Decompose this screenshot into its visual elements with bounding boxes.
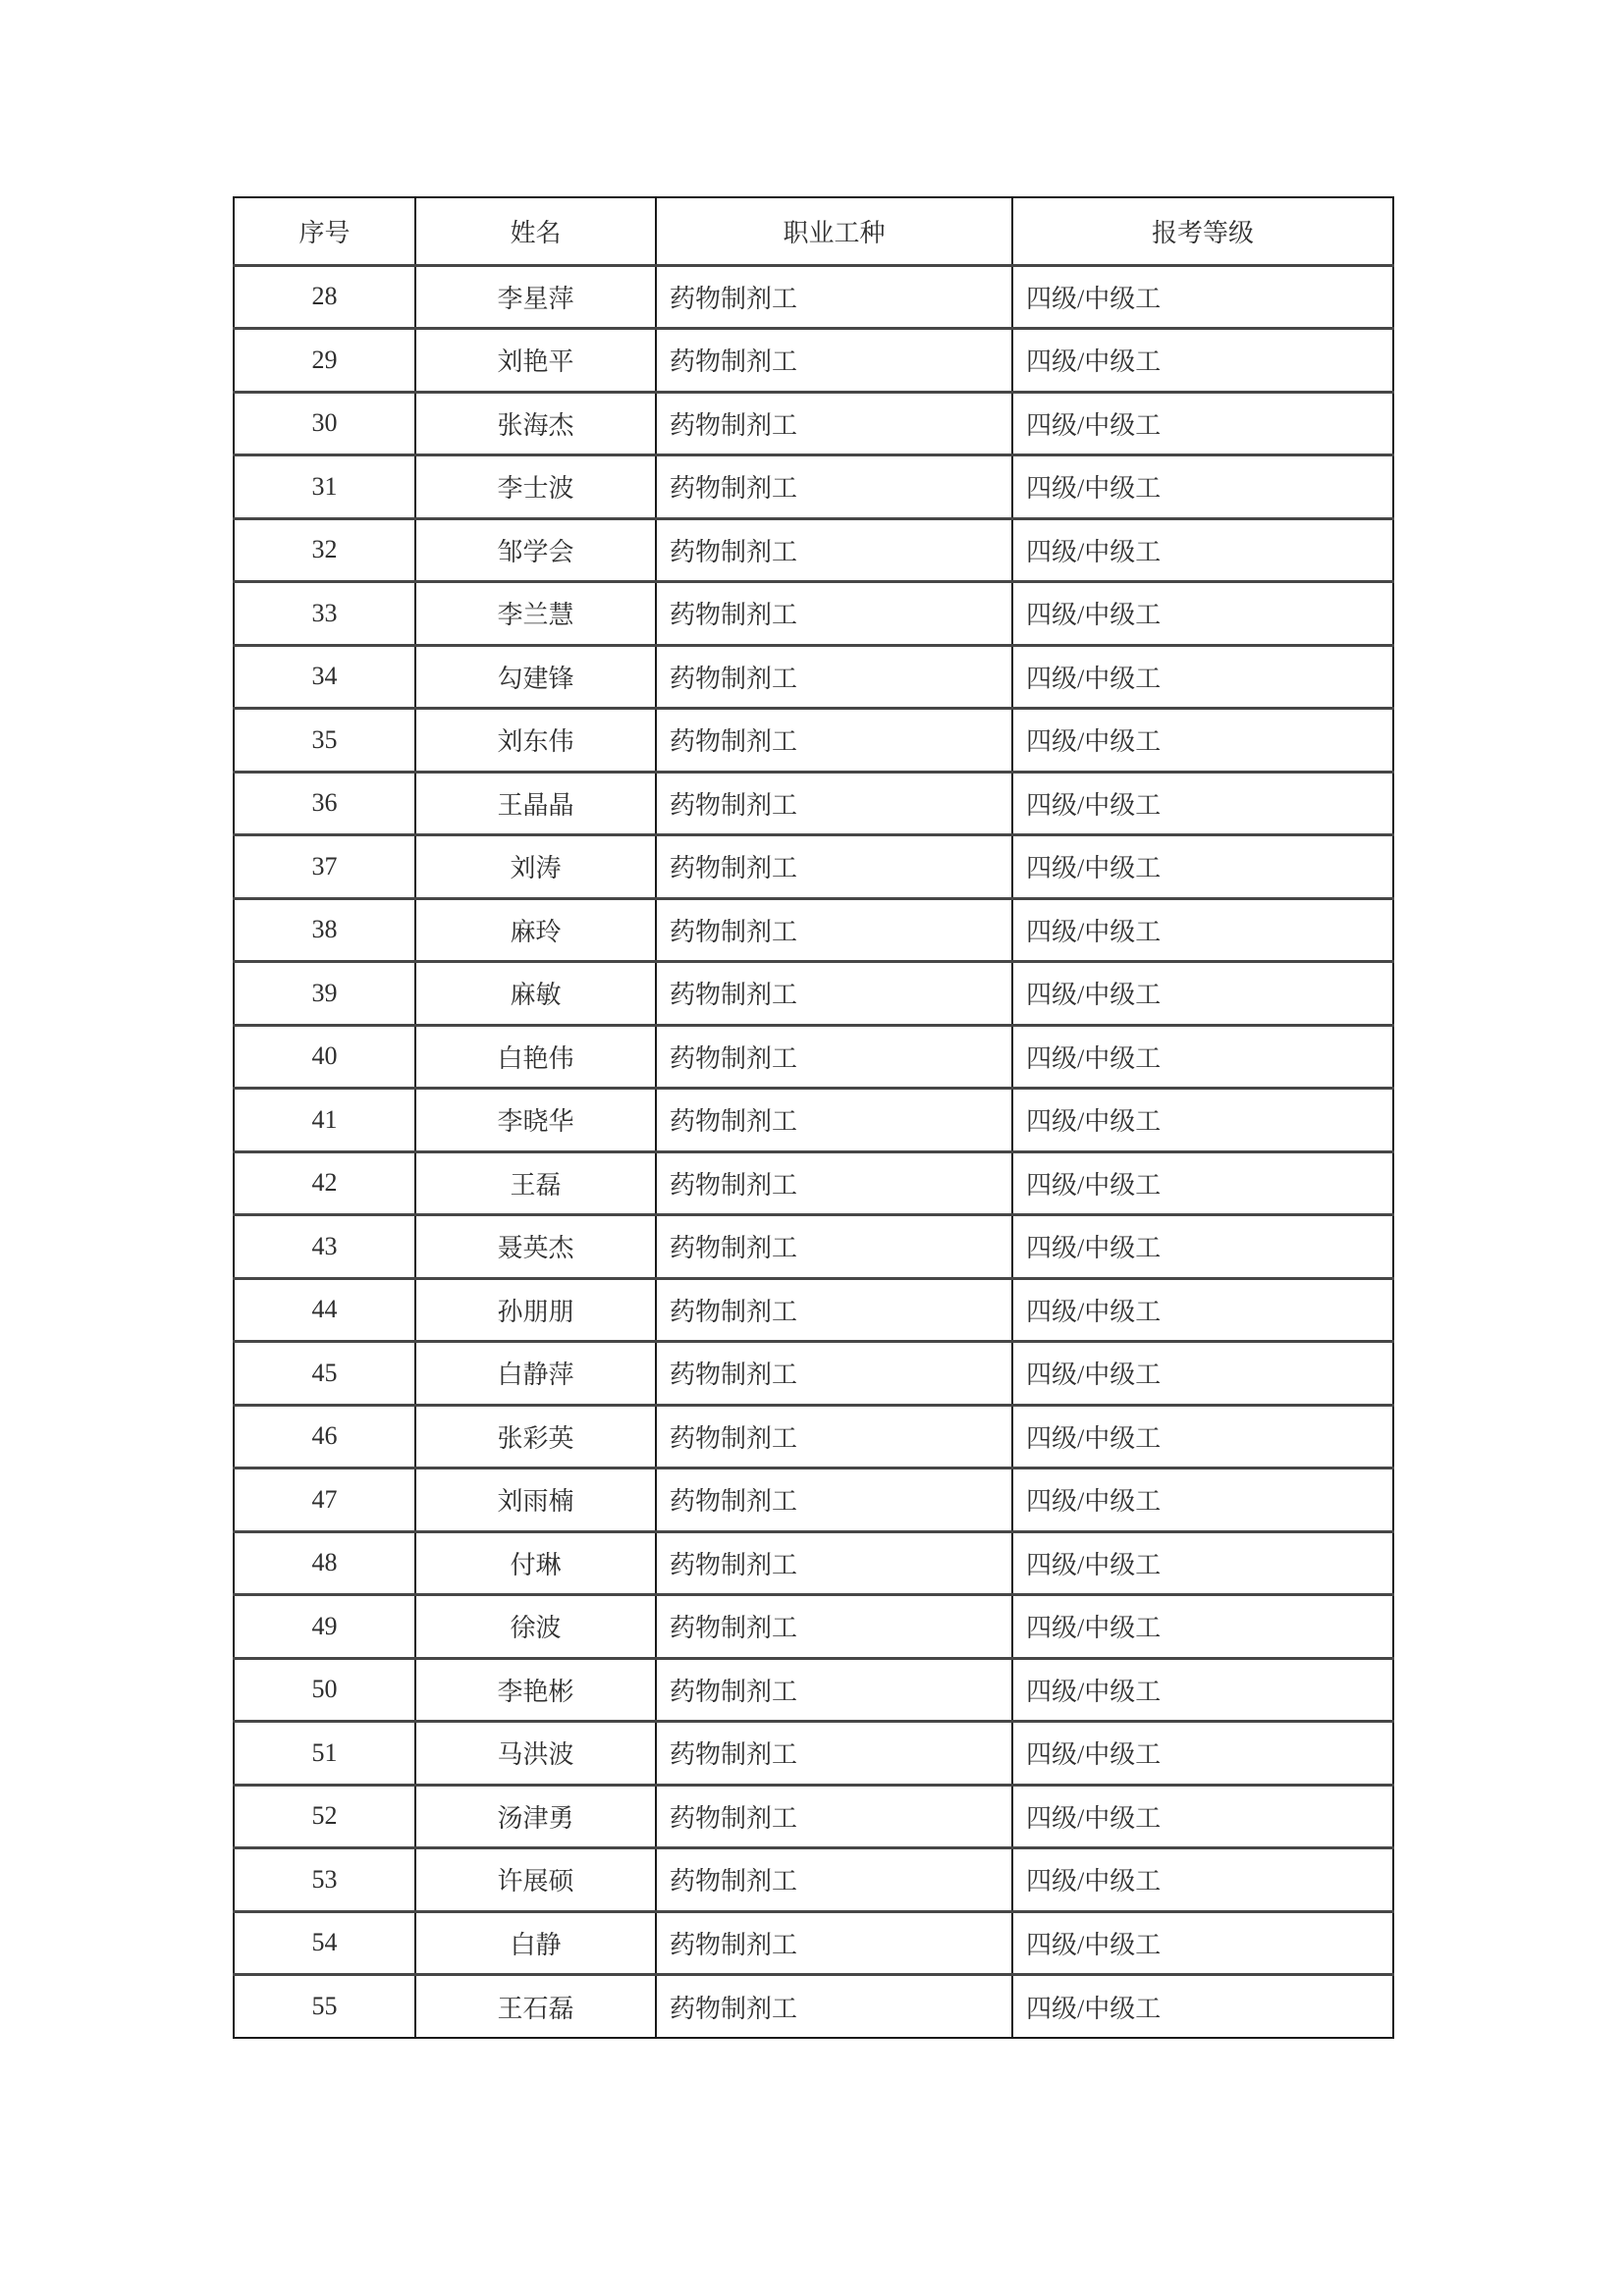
cell-name: 白静萍 xyxy=(415,1342,656,1406)
cell-occupation: 药物制剂工 xyxy=(656,898,1012,962)
cell-level: 四级/中级工 xyxy=(1012,392,1393,455)
cell-level: 四级/中级工 xyxy=(1012,898,1393,962)
table-row xyxy=(234,518,1393,582)
cell-level: 四级/中级工 xyxy=(1012,1531,1393,1595)
registration-table xyxy=(233,196,1394,2039)
table-header xyxy=(234,197,1393,265)
cell-name: 白艳伟 xyxy=(415,1025,656,1089)
cell-no: 54 xyxy=(234,1911,415,1975)
table-row xyxy=(234,1785,1393,1848)
cell-name: 许展硕 xyxy=(415,1848,656,1912)
cell-no: 34 xyxy=(234,645,415,709)
cell-no: 41 xyxy=(234,1089,415,1152)
cell-level: 四级/中级工 xyxy=(1012,1089,1393,1152)
table-row xyxy=(234,1025,1393,1089)
cell-occupation: 药物制剂工 xyxy=(656,645,1012,709)
cell-no: 30 xyxy=(234,392,415,455)
cell-level: 四级/中级工 xyxy=(1012,1848,1393,1912)
table-row xyxy=(234,455,1393,519)
cell-occupation: 药物制剂工 xyxy=(656,1151,1012,1215)
column-header-level: 报考等级 xyxy=(1012,197,1393,265)
cell-name: 张海杰 xyxy=(415,392,656,455)
cell-no: 48 xyxy=(234,1531,415,1595)
cell-no: 39 xyxy=(234,962,415,1026)
cell-occupation: 药物制剂工 xyxy=(656,1658,1012,1722)
cell-name: 徐波 xyxy=(415,1595,656,1659)
table-row xyxy=(234,1405,1393,1468)
table-row xyxy=(234,582,1393,646)
table-row xyxy=(234,645,1393,709)
cell-no: 53 xyxy=(234,1848,415,1912)
cell-name: 王磊 xyxy=(415,1151,656,1215)
cell-occupation: 药物制剂工 xyxy=(656,582,1012,646)
cell-name: 刘艳平 xyxy=(415,329,656,393)
cell-level: 四级/中级工 xyxy=(1012,1025,1393,1089)
cell-occupation: 药物制剂工 xyxy=(656,1278,1012,1342)
cell-level: 四级/中级工 xyxy=(1012,518,1393,582)
cell-occupation: 药物制剂工 xyxy=(656,265,1012,329)
cell-occupation: 药物制剂工 xyxy=(656,835,1012,899)
cell-name: 勾建锋 xyxy=(415,645,656,709)
cell-level: 四级/中级工 xyxy=(1012,455,1393,519)
cell-level: 四级/中级工 xyxy=(1012,1595,1393,1659)
cell-level: 四级/中级工 xyxy=(1012,1468,1393,1532)
cell-level: 四级/中级工 xyxy=(1012,582,1393,646)
cell-level: 四级/中级工 xyxy=(1012,1975,1393,2039)
cell-no: 43 xyxy=(234,1215,415,1279)
cell-no: 36 xyxy=(234,772,415,835)
cell-occupation: 药物制剂工 xyxy=(656,1785,1012,1848)
cell-no: 31 xyxy=(234,455,415,519)
table-row xyxy=(234,1342,1393,1406)
cell-name: 马洪波 xyxy=(415,1722,656,1786)
table-row xyxy=(234,962,1393,1026)
cell-name: 王晶晶 xyxy=(415,772,656,835)
cell-no: 35 xyxy=(234,709,415,773)
cell-occupation: 药物制剂工 xyxy=(656,962,1012,1026)
cell-level: 四级/中级工 xyxy=(1012,1658,1393,1722)
cell-occupation: 药物制剂工 xyxy=(656,772,1012,835)
cell-name: 李晓华 xyxy=(415,1089,656,1152)
table-row xyxy=(234,392,1393,455)
cell-no: 51 xyxy=(234,1722,415,1786)
cell-occupation: 药物制剂工 xyxy=(656,1531,1012,1595)
cell-level: 四级/中级工 xyxy=(1012,709,1393,773)
cell-level: 四级/中级工 xyxy=(1012,1215,1393,1279)
cell-no: 46 xyxy=(234,1405,415,1468)
cell-occupation: 药物制剂工 xyxy=(656,709,1012,773)
table-row xyxy=(234,709,1393,773)
table-row xyxy=(234,1722,1393,1786)
cell-occupation: 药物制剂工 xyxy=(656,329,1012,393)
table-row xyxy=(234,898,1393,962)
cell-no: 29 xyxy=(234,329,415,393)
table-row xyxy=(234,1089,1393,1152)
cell-occupation: 药物制剂工 xyxy=(656,1025,1012,1089)
cell-name: 李星萍 xyxy=(415,265,656,329)
column-header-occupation: 职业工种 xyxy=(656,197,1012,265)
table-row xyxy=(234,265,1393,329)
cell-level: 四级/中级工 xyxy=(1012,645,1393,709)
cell-name: 李艳彬 xyxy=(415,1658,656,1722)
cell-name: 邹学会 xyxy=(415,518,656,582)
table-row xyxy=(234,329,1393,393)
cell-level: 四级/中级工 xyxy=(1012,1151,1393,1215)
cell-name: 麻敏 xyxy=(415,962,656,1026)
table-row xyxy=(234,772,1393,835)
column-header-name: 姓名 xyxy=(415,197,656,265)
cell-name: 张彩英 xyxy=(415,1405,656,1468)
table-row xyxy=(234,1278,1393,1342)
cell-level: 四级/中级工 xyxy=(1012,1405,1393,1468)
table-row xyxy=(234,1531,1393,1595)
cell-no: 50 xyxy=(234,1658,415,1722)
cell-no: 33 xyxy=(234,582,415,646)
table-row xyxy=(234,1848,1393,1912)
cell-name: 付琳 xyxy=(415,1531,656,1595)
cell-name: 麻玲 xyxy=(415,898,656,962)
cell-name: 聂英杰 xyxy=(415,1215,656,1279)
cell-name: 白静 xyxy=(415,1911,656,1975)
cell-level: 四级/中级工 xyxy=(1012,265,1393,329)
cell-name: 刘涛 xyxy=(415,835,656,899)
cell-no: 38 xyxy=(234,898,415,962)
cell-name: 孙朋朋 xyxy=(415,1278,656,1342)
header-row xyxy=(234,197,1393,265)
cell-no: 28 xyxy=(234,265,415,329)
cell-name: 王石磊 xyxy=(415,1975,656,2039)
column-header-no: 序号 xyxy=(234,197,415,265)
cell-level: 四级/中级工 xyxy=(1012,1911,1393,1975)
cell-no: 42 xyxy=(234,1151,415,1215)
cell-occupation: 药物制剂工 xyxy=(656,518,1012,582)
cell-level: 四级/中级工 xyxy=(1012,1785,1393,1848)
cell-occupation: 药物制剂工 xyxy=(656,1911,1012,1975)
table-row xyxy=(234,1151,1393,1215)
cell-no: 32 xyxy=(234,518,415,582)
table-row xyxy=(234,1215,1393,1279)
cell-occupation: 药物制剂工 xyxy=(656,1405,1012,1468)
table-row xyxy=(234,1595,1393,1659)
table-row xyxy=(234,1658,1393,1722)
cell-name: 李士波 xyxy=(415,455,656,519)
cell-occupation: 药物制剂工 xyxy=(656,1975,1012,2039)
cell-occupation: 药物制剂工 xyxy=(656,1848,1012,1912)
cell-level: 四级/中级工 xyxy=(1012,962,1393,1026)
cell-no: 55 xyxy=(234,1975,415,2039)
cell-name: 刘雨楠 xyxy=(415,1468,656,1532)
table-row xyxy=(234,1975,1393,2039)
cell-level: 四级/中级工 xyxy=(1012,835,1393,899)
cell-occupation: 药物制剂工 xyxy=(656,1595,1012,1659)
cell-occupation: 药物制剂工 xyxy=(656,455,1012,519)
cell-level: 四级/中级工 xyxy=(1012,329,1393,393)
table-row xyxy=(234,1911,1393,1975)
cell-name: 李兰慧 xyxy=(415,582,656,646)
table-row xyxy=(234,835,1393,899)
cell-no: 44 xyxy=(234,1278,415,1342)
cell-occupation: 药物制剂工 xyxy=(656,1215,1012,1279)
cell-no: 52 xyxy=(234,1785,415,1848)
cell-occupation: 药物制剂工 xyxy=(656,1342,1012,1406)
cell-no: 40 xyxy=(234,1025,415,1089)
cell-no: 37 xyxy=(234,835,415,899)
cell-no: 45 xyxy=(234,1342,415,1406)
cell-level: 四级/中级工 xyxy=(1012,1722,1393,1786)
cell-name: 汤津勇 xyxy=(415,1785,656,1848)
cell-no: 49 xyxy=(234,1595,415,1659)
cell-level: 四级/中级工 xyxy=(1012,1342,1393,1406)
cell-level: 四级/中级工 xyxy=(1012,772,1393,835)
table-row xyxy=(234,1468,1393,1532)
cell-no: 47 xyxy=(234,1468,415,1532)
cell-occupation: 药物制剂工 xyxy=(656,392,1012,455)
cell-level: 四级/中级工 xyxy=(1012,1278,1393,1342)
cell-name: 刘东伟 xyxy=(415,709,656,773)
cell-occupation: 药物制剂工 xyxy=(656,1089,1012,1152)
cell-occupation: 药物制剂工 xyxy=(656,1722,1012,1786)
cell-occupation: 药物制剂工 xyxy=(656,1468,1012,1532)
table-body xyxy=(234,265,1393,2038)
